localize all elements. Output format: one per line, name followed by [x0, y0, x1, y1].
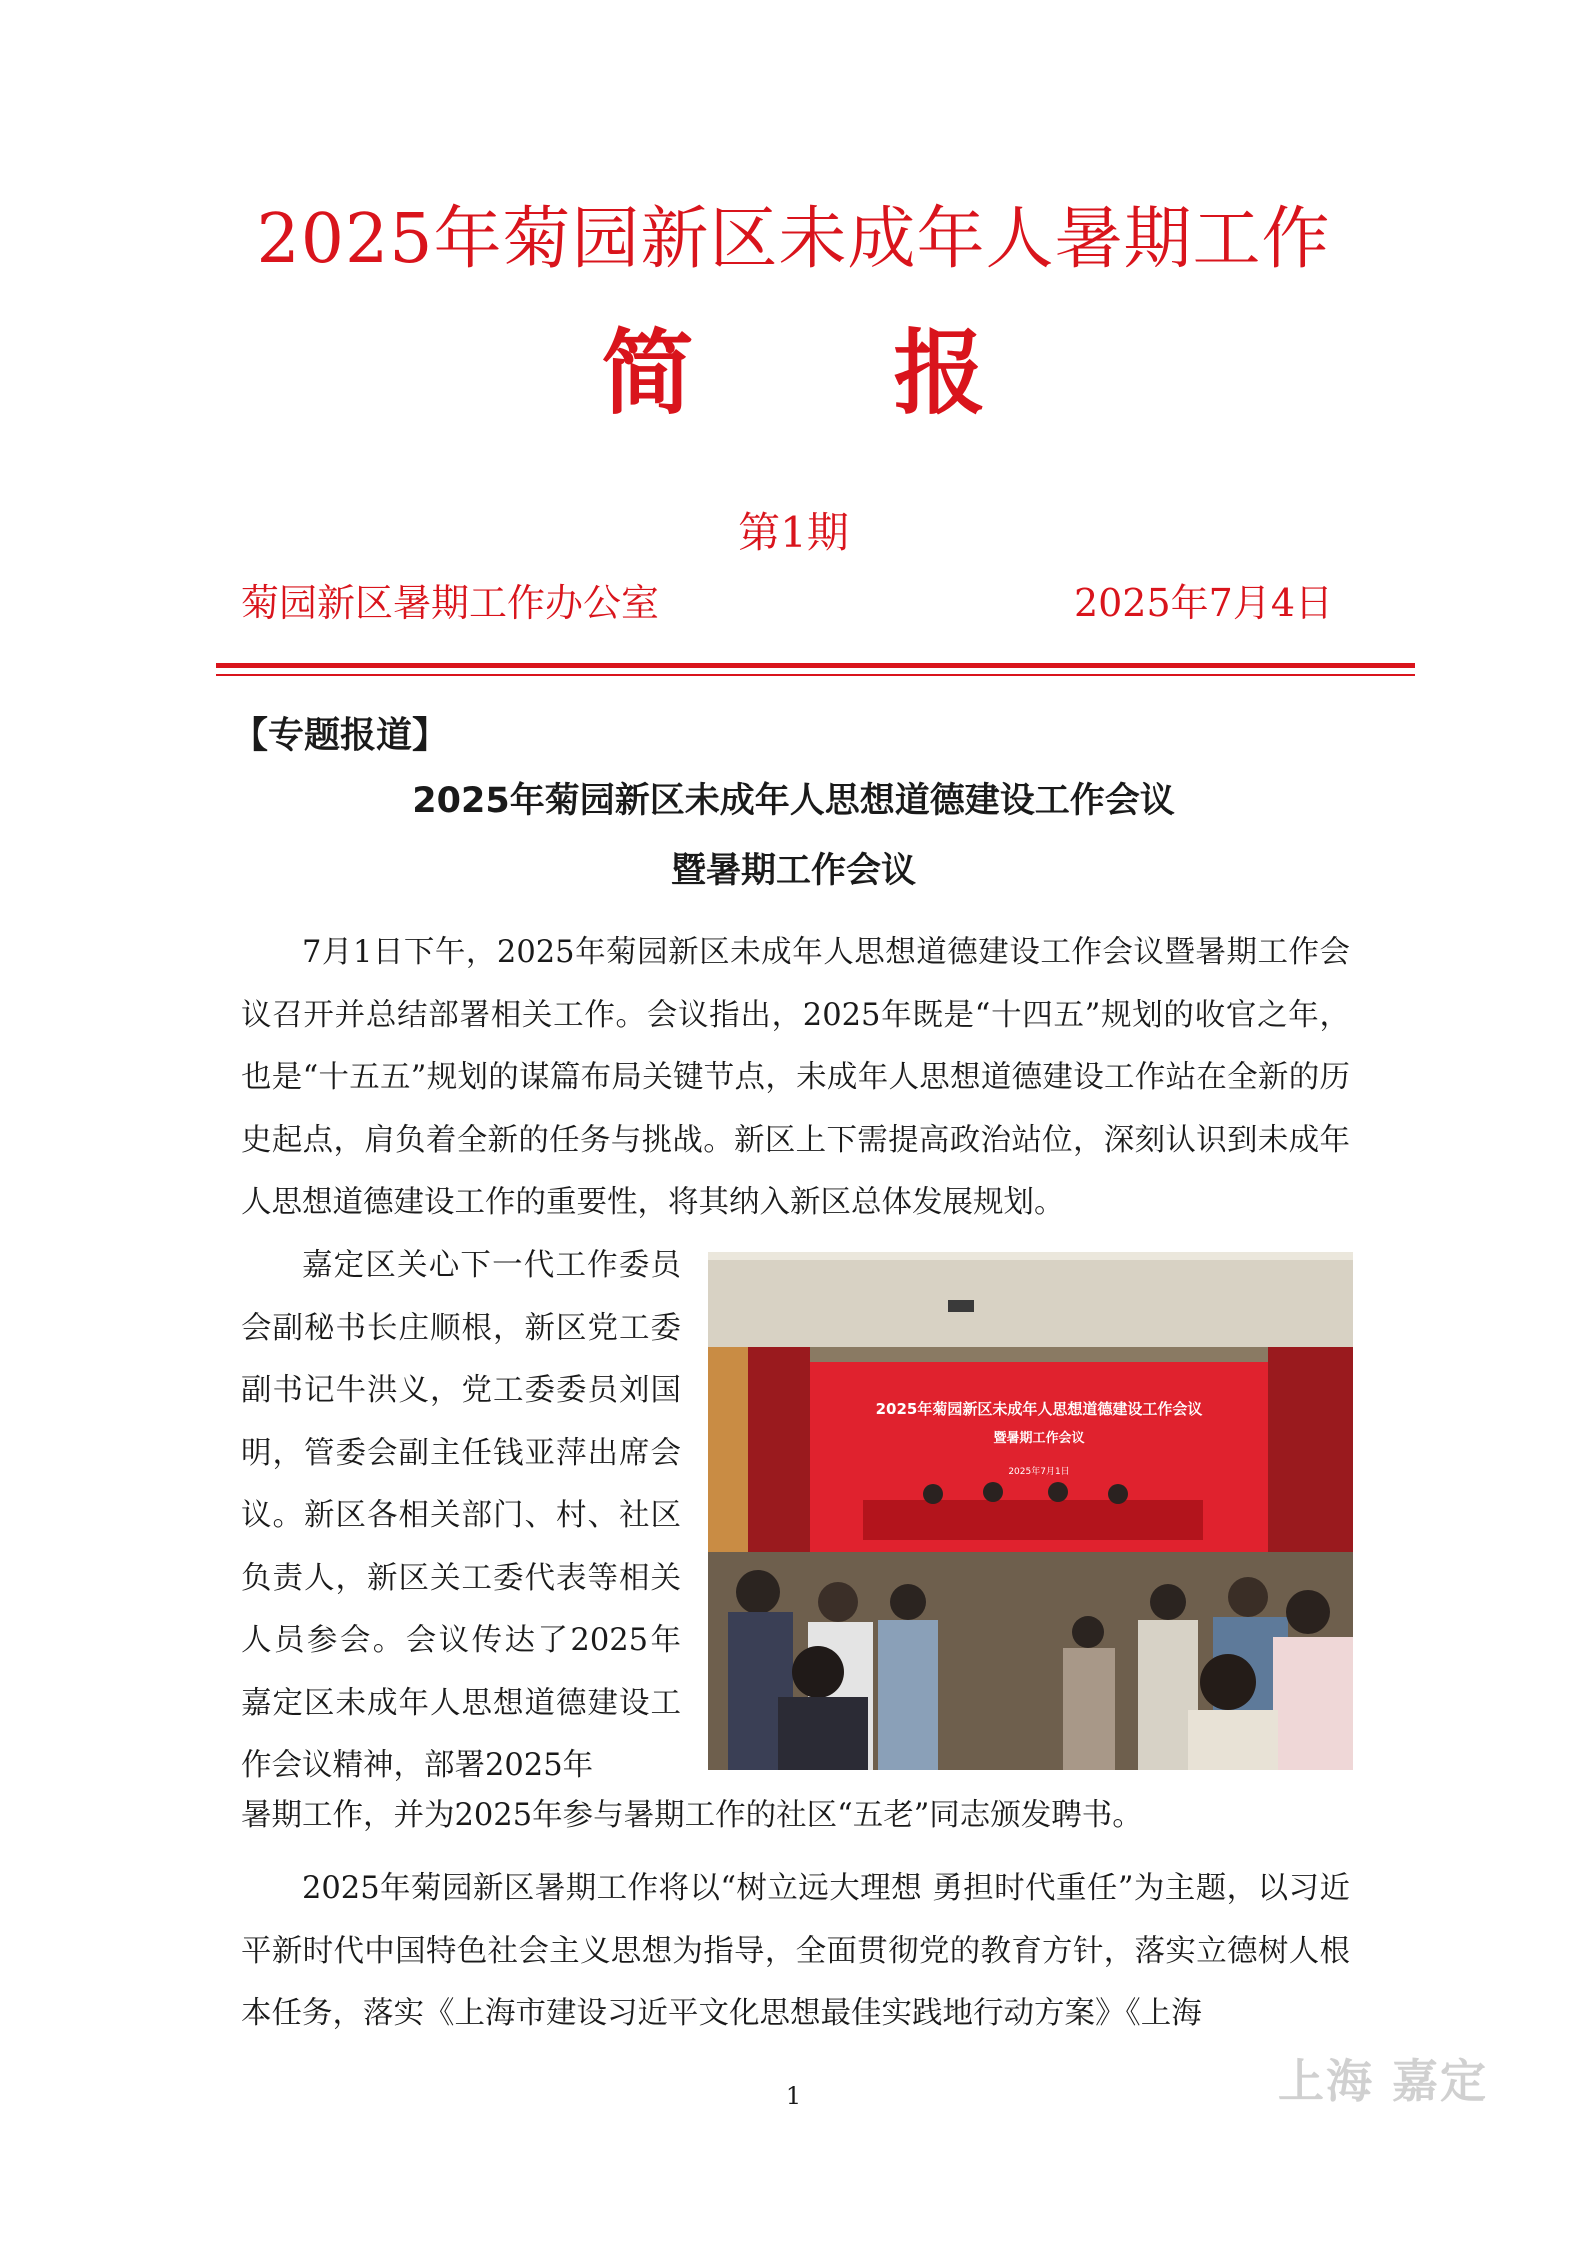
- article-title-line2: 暨暑期工作会议: [670, 851, 916, 891]
- photo-banner-line1: 2025年菊园新区未成年人思想道德建设工作会议: [875, 1400, 1203, 1418]
- article-paragraph-1: 7月1日下午，2025年菊园新区未成年人思想道德建设工作会议暨暑期工作会议召开并总结部署相关工作。会议指出，2025年既是“十四五”规划的收官之年，也是“十五五”规划的谋篇布局关键节点，未成年人思想道德建设工作站在全新的历史起点，肩负着全新的任务与挑战。新区上下需提高政治站位，深刻认识到未成年人思想道德建设工作的重要性，将其纳入新区总体发展规划。: [241, 935, 1350, 1220]
- header-divider-thick: [216, 663, 1415, 668]
- photo-banner-date: 2025年7月1日: [1008, 1467, 1070, 1477]
- issue-date: 2025年7月4日: [1073, 581, 1333, 625]
- article-paragraph-3: 2025年菊园新区暑期工作将以“树立远大理想 勇担时代重任”为主题，以习近平新时代中国特色社会主义思想为指导，全面贯彻党的教育方针，落实立德树人根本任务，落实《上海市建设习近平文化思想最佳实践地行动方案》《上海: [241, 1871, 1350, 2031]
- issuing-office: 菊园新区暑期工作办公室: [241, 581, 660, 625]
- document-subtitle: 简报: [601, 319, 1186, 427]
- meeting-photo: [708, 1252, 1353, 1770]
- header-divider-thin: [216, 674, 1415, 676]
- article-paragraph-2: 嘉定区关心下一代工作委员会副秘书长庄顺根，新区党工委副书记牛洪义，党工委委员刘国明，管委会副主任钱亚萍出席会议。新区各相关部门、村、社区负责人，新区关工委代表等相关人员参会。会议传达了2025年嘉定区未成年人思想道德建设工作会议精神，部署2025年: [241, 1248, 681, 1783]
- article-title-line1: 2025年菊园新区未成年人思想道德建设工作会议: [412, 781, 1175, 821]
- page-number: 1: [785, 2082, 802, 2110]
- watermark-logo: 上海 嘉定: [1278, 2054, 1489, 2108]
- article-paragraph-2-continued: 暑期工作，并为2025年参与暑期工作的社区“五老”同志颁发聘书。: [241, 1798, 1143, 1833]
- issue-number: 第1期: [738, 508, 849, 557]
- section-label: 【专题报道】: [232, 715, 449, 756]
- document-title: 2025年菊园新区未成年人暑期工作: [256, 200, 1331, 279]
- photo-banner-line2: 暨暑期工作会议: [993, 1431, 1085, 1446]
